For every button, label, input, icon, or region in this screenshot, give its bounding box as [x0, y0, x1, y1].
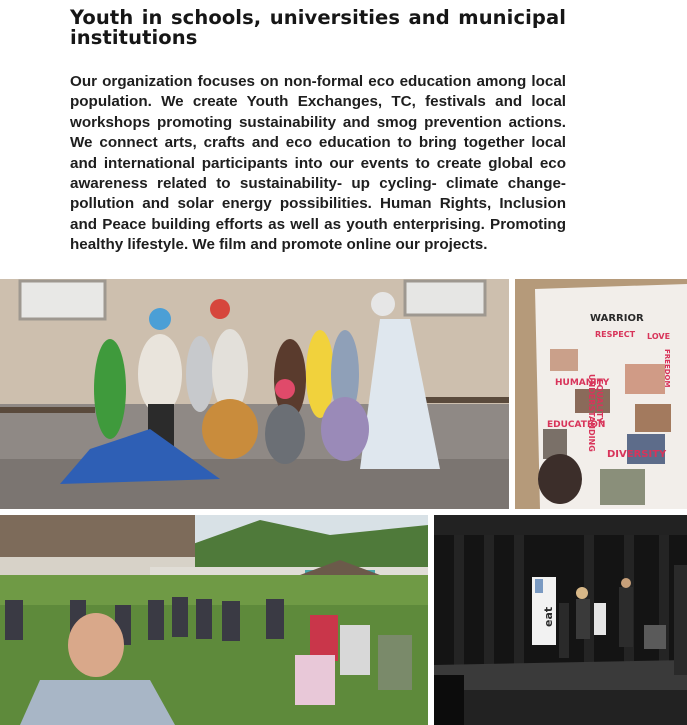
collage-word: EDUCATION — [547, 420, 606, 430]
collage-word: WARRIOR — [590, 313, 644, 324]
section-body: Our organization focuses on non-formal eco education among local population. We create Youth Exchanges, TC, festivals and local workshops promoting sustainability and smog prevention actions. We connect arts, crafts and eco education to bring together local and international participants into our events to create global eco awareness related to sustainability- up cycling- climate change- pollution and solar energy possibilities. Human Rights, Inclusion and Peace building efforts as well as youth enterprising. Promoting healthy lifestyle. We film and promote online our projects. — [70, 73, 566, 254]
collage-word: FREEDOM — [663, 349, 671, 388]
collage-word: LOVE — [647, 332, 671, 341]
photo-outdoor-circle — [0, 515, 428, 725]
collage-word: DIVERSITY — [607, 449, 667, 460]
photo-stage — [434, 515, 687, 725]
collage-word: UNDERSTANDING — [587, 374, 596, 452]
photo-costume-group — [0, 279, 509, 509]
section-heading: Youth in schools, universities and municipal institutions — [70, 6, 566, 49]
collage-word: EQUALITY — [595, 379, 604, 424]
stage-banner-text: eat — [542, 606, 555, 627]
collage-word: HUMANITY — [555, 378, 610, 388]
collage-word: RESPECT — [595, 330, 636, 339]
photo-collage — [515, 279, 687, 509]
